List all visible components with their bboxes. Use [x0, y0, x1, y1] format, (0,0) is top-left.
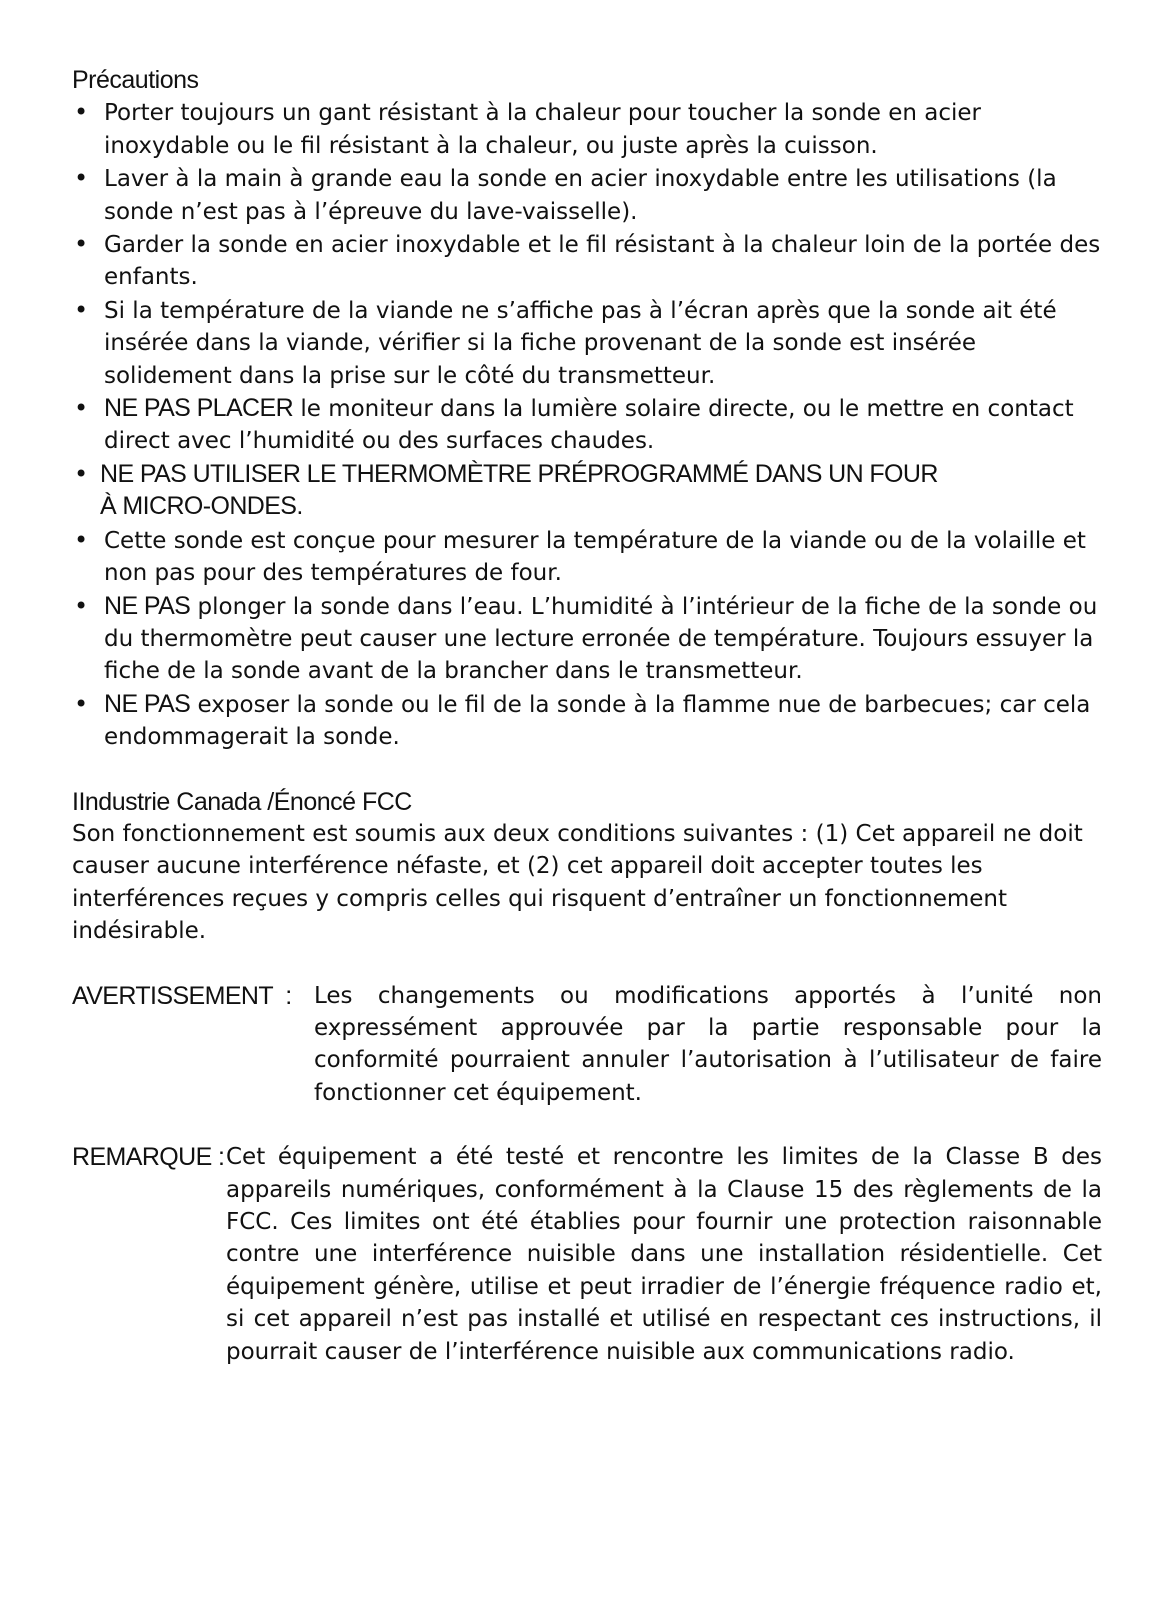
fcc-heading: IIndustrie Canada /Énoncé FCC [72, 787, 412, 816]
item-text: Cette sonde est conçue pour mesurer la température de la viande ou de la volaille et non pas pour des températures de four. [104, 527, 1086, 587]
item-text: Porter toujours un gant résistant à la chaleur pour toucher la sonde en acier inoxydable ou le fil résistant à la chaleur, ou juste après la cuisson. [104, 100, 981, 159]
warning-block [72, 980, 1102, 1110]
remark-text: Cet équipement a été testé et rencontre les limites de la Classe B des appareils numériques, conformément à la Clause 15 des règlements de la FCC. Ces limites ont été établies pour fournir une protection raisonnable contre une interférence nuisible dans une installation résidentielle. Cet équipement génère, utilise et peut irradier de l’énergie fréquence radio et, si cet appareil n’est pas installé et utilisé en respectant ces instructions, il pourrait causer de l’interférence nuisible aux communications radio. [226, 1144, 1102, 1365]
remark-block [72, 1141, 1102, 1368]
item-text: Si la température de la viande ne s’affiche pas à l’écran après que la sonde ait été insérée dans la viande, vérifier si la fiche provenant de la sonde est insérée solidement dans la prise sur le côté du transmetteur. [104, 297, 1057, 389]
item-text: Garder la sonde en acier inoxydable et le fil résistant à la chaleur loin de la portée des enfants. [104, 232, 1101, 291]
emphasis-text: NE PAS UTILISER LE THERMOMÈTRE PRÉPROGRAMMÉ DANS UN FOUR À MICRO-ONDES. [100, 459, 938, 521]
emphasis-text: NE PAS [104, 689, 191, 718]
list-item [72, 294, 1102, 392]
emphasis-text: NE PAS PLACER [104, 394, 294, 423]
precautions-heading: Précautions [72, 66, 199, 94]
list-item [72, 392, 1102, 458]
fcc-paragraph: Son fonctionnement est soumis aux deux conditions suivantes : (1) Cet appareil ne doit causer aucune interférence néfaste, et (2) cet appareil doit accepter toutes les interférences reçues y compris celles qui risquent d’entraîner un fonctionnement indésirable. [72, 820, 1083, 945]
document-page [72, 64, 1102, 1368]
item-text: plonger la sonde dans l’eau. L’humidité à l’intérieur de la fiche de la sonde ou du thermomètre peut causer une lecture erronée de température. Toujours essuyer la fiche de la sonde avant de la brancher dans le transmetteur. [104, 593, 1098, 685]
list-item [72, 458, 1102, 524]
item-text: exposer la sonde ou le fil de la sonde à la flamme nue de barbecues; car cela endommagerait la sonde. [104, 691, 1091, 751]
spacer [72, 1109, 1102, 1141]
list-item [72, 228, 1102, 294]
spacer [72, 754, 1102, 786]
spacer [72, 948, 1102, 980]
list-item [72, 688, 1102, 754]
remark-label: REMARQUE : [72, 1143, 225, 1172]
list-item [72, 590, 1102, 688]
list-item [72, 162, 1102, 228]
list-item [72, 96, 1102, 162]
emphasis-text: NE PAS [104, 591, 191, 620]
list-item [72, 524, 1102, 590]
item-text: Laver à la main à grande eau la sonde en acier inoxydable entre les utilisations (la sonde n’est pas à l’épreuve du lave-vaisselle). [104, 166, 1057, 225]
warning-label: AVERTISSEMENT : [72, 981, 292, 1010]
warning-text: Les changements ou modifications apportés à l’unité non expressément approuvée par la partie responsable pour la conformité pourraient annuler l’autorisation à l’utilisateur de faire fonctionner cet équipement. [314, 982, 1102, 1106]
item-text: le moniteur dans la lumière solaire directe, ou le mettre en contact direct avec l’humidité ou des surfaces chaudes. [104, 396, 1074, 455]
precautions-list [72, 96, 1102, 753]
